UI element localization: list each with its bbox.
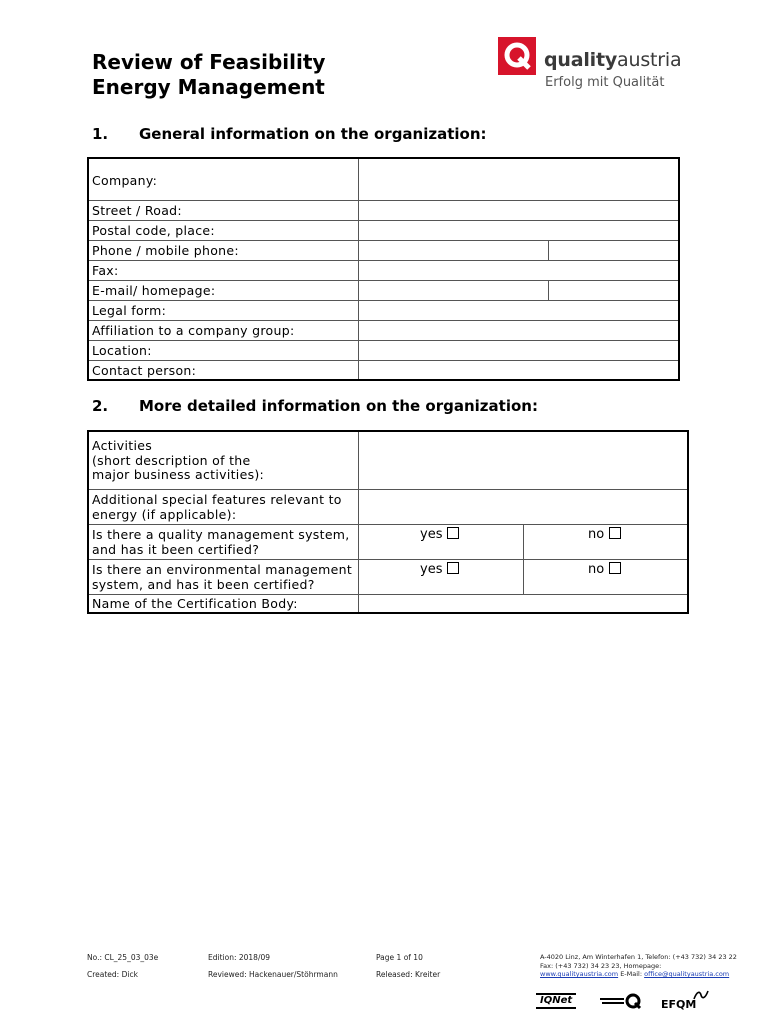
q-logo-icon	[498, 37, 536, 75]
address-line-3	[540, 970, 737, 979]
label-street: Street / Road:	[92, 203, 182, 218]
row-postal	[89, 220, 678, 240]
qms-no-option[interactable]	[588, 527, 621, 542]
row-affiliation	[89, 320, 678, 340]
footer-created: Created: Dick	[87, 970, 138, 979]
row-special-features	[89, 489, 687, 524]
label-activities-line-1: Activities	[92, 438, 153, 453]
title-line-1: Review of Feasibility	[92, 50, 326, 74]
row-ems	[89, 559, 687, 594]
input-special-features[interactable]	[359, 490, 687, 524]
efqm-logo: EFQM	[661, 998, 697, 1011]
label-fax: Fax:	[92, 263, 119, 278]
efqm-symbol-icon	[693, 986, 709, 998]
input-homepage[interactable]	[549, 281, 678, 300]
footer-released: Released: Kreiter	[376, 970, 441, 979]
label-location: Location:	[92, 343, 152, 358]
label-cert-body: Name of the Certification Body:	[92, 596, 298, 611]
input-activities[interactable]	[359, 432, 687, 489]
qualityaustria-logo	[498, 37, 718, 97]
label-legal-form: Legal form:	[92, 303, 167, 318]
qms-yes-checkbox[interactable]	[447, 527, 459, 539]
footer-address	[540, 953, 737, 979]
label-affiliation: Affiliation to a company group:	[92, 323, 295, 338]
label-phone: Phone / mobile phone:	[92, 243, 239, 258]
brand-name	[544, 49, 681, 71]
brand-bold: quality	[544, 49, 618, 71]
row-phone	[89, 240, 678, 260]
column-divider	[358, 525, 359, 559]
column-divider	[523, 560, 524, 594]
input-phone[interactable]	[359, 241, 548, 260]
section-2-title: More detailed information on the organization:	[139, 397, 538, 415]
general-info-table	[87, 157, 680, 381]
input-fax[interactable]	[359, 261, 678, 280]
section-1-title: General information on the organization:	[139, 125, 487, 143]
detailed-info-table	[87, 430, 689, 614]
section-1-heading	[92, 125, 487, 143]
label-special-features	[92, 493, 342, 522]
qms-no-label: no	[588, 527, 605, 542]
row-qms	[89, 524, 687, 559]
row-fax	[89, 260, 678, 280]
label-company: Company:	[92, 173, 158, 188]
label-email: E-mail/ homepage:	[92, 283, 216, 298]
input-cert-body[interactable]	[359, 595, 687, 612]
brand-tagline: Erfolg mit Qualität	[545, 75, 665, 90]
ems-no-option[interactable]	[588, 562, 621, 577]
row-street	[89, 200, 678, 220]
qms-yes-label: yes	[420, 527, 443, 542]
input-postal[interactable]	[359, 221, 678, 240]
label-contact: Contact person:	[92, 363, 197, 378]
qms-yes-option[interactable]	[420, 527, 459, 542]
footer-page: Page 1 of 10	[376, 953, 423, 962]
column-divider	[523, 525, 524, 559]
row-email	[89, 280, 678, 300]
email-label: E-Mail:	[620, 970, 643, 978]
ems-yes-checkbox[interactable]	[447, 562, 459, 574]
document-title	[92, 50, 325, 100]
label-qms-line-1: Is there a quality management system,	[92, 527, 350, 542]
brand-regular: austria	[617, 49, 682, 71]
input-company[interactable]	[359, 159, 678, 200]
label-qms	[92, 528, 350, 557]
section-2-number: 2.	[92, 397, 109, 415]
row-company	[89, 159, 678, 200]
footer-reviewed: Reviewed: Hackenauer/Stöhrmann	[208, 970, 338, 979]
row-activities	[89, 432, 687, 489]
section-1-number: 1.	[92, 125, 109, 143]
ems-no-label: no	[588, 562, 605, 577]
ems-no-checkbox[interactable]	[609, 562, 621, 574]
homepage-link[interactable]: www.qualityaustria.com	[540, 970, 619, 978]
input-location[interactable]	[359, 341, 678, 360]
label-activities	[92, 439, 264, 483]
label-special-features-line-1: Additional special features relevant to	[92, 492, 342, 507]
input-email[interactable]	[359, 281, 548, 300]
label-qms-line-2: and has it been certified?	[92, 541, 260, 557]
row-contact	[89, 360, 678, 379]
input-mobile-phone[interactable]	[549, 241, 678, 260]
label-special-features-line-2: energy (if applicable):	[92, 506, 237, 522]
ems-yes-option[interactable]	[420, 562, 459, 577]
row-legal-form	[89, 300, 678, 320]
row-cert-body	[89, 594, 687, 612]
eoq-logo-icon	[598, 992, 642, 1010]
address-line-2: Fax: (+43 732) 34 23 23, Homepage:	[540, 961, 662, 970]
label-ems-line-2: system, and has it been certified?	[92, 576, 315, 592]
input-contact[interactable]	[359, 361, 678, 379]
label-activities-line-3: major business activities):	[92, 467, 265, 482]
input-street[interactable]	[359, 201, 678, 220]
input-affiliation[interactable]	[359, 321, 678, 340]
label-ems-line-1: Is there an environmental management	[92, 562, 353, 577]
input-legal-form[interactable]	[359, 301, 678, 320]
title-line-2: Energy Management	[92, 75, 325, 99]
footer-edition: Edition: 2018/09	[208, 953, 271, 962]
ems-yes-label: yes	[420, 562, 443, 577]
label-postal: Postal code, place:	[92, 223, 215, 238]
column-divider	[358, 560, 359, 594]
label-activities-line-2: (short description of the	[92, 452, 251, 468]
qms-no-checkbox[interactable]	[609, 527, 621, 539]
section-2-heading	[92, 397, 538, 415]
email-link[interactable]: office@qualityaustria.com	[644, 970, 730, 978]
address-line-1: A-4020 Linz, Am Winterhafen 1, Telefon: (+43 732) 34 23 22	[540, 953, 737, 961]
label-ems	[92, 563, 352, 592]
iqnet-logo: IQNet	[536, 993, 576, 1009]
row-location	[89, 340, 678, 360]
footer-doc-no: No.: CL_25_03_03e	[87, 953, 159, 962]
